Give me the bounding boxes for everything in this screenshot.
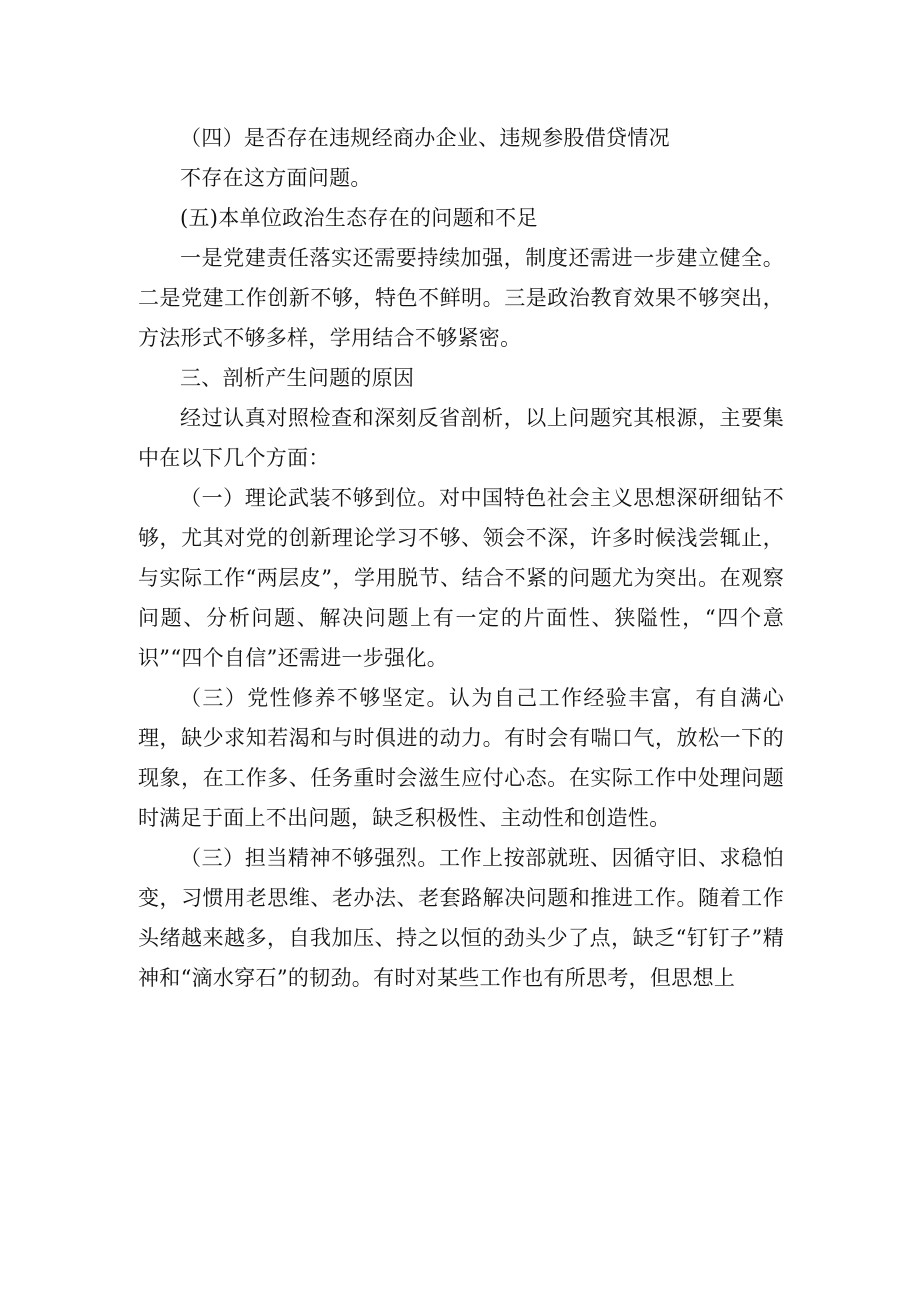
section-heading-four: （四）是否存在违规经商办企业、违规参股借贷情况 xyxy=(180,126,670,150)
paragraph-cause-intro: 经过认真对照检查和深刻反省剖析，以上问题究其根源，主要集中在以下几个方面： xyxy=(138,406,784,470)
paragraph-party-building-issues: 一是党建责任落实还需要持续加强，制度还需进一步建立健全。二是党建工作创新不够，特色不鲜明。三是政治教育效果不够突出，方法形式不够多样，学用结合不够紧密。 xyxy=(138,246,784,350)
section-heading-cause-analysis: 三、剖析产生问题的原因 xyxy=(180,366,415,390)
section-heading-five: (五)本单位政治生态存在的问题和不足 xyxy=(180,206,538,230)
paragraph-party-spirit: （三）党性修养不够坚定。认为自己工作经验丰富，有自满心理，缺少求知若渴和与时俱进的动力。有时会有喘口气，放松一下的现象，在工作多、任务重时会滋生应付心态。在实际工作中处理问题时满足于面上不出问题，缺乏积极性、主动性和创造性。 xyxy=(138,686,784,830)
paragraph-theory: （一）理论武装不够到位。对中国特色社会主义思想深研细钻不够，尤其对党的创新理论学习不够、领会不深，许多时候浅尝辄止，与实际工作“两层皮”，学用脱节、结合不紧的问题尤为突出。在观察问题、分析问题、解决问题上有一定的片面性、狭隘性，“四个意识”“四个自信”还需进一步强化。 xyxy=(138,486,784,670)
document-body xyxy=(138,118,784,998)
paragraph-responsibility: （三）担当精神不够强烈。工作上按部就班、因循守旧、求稳怕变，习惯用老思维、老办法、老套路解决问题和推进工作。随着工作头绪越来越多，自我加压、持之以恒的劲头少了点，缺乏“钉钉子”精神和“滴水穿石”的韧劲。有时对某些工作也有所思考，但思想上 xyxy=(138,846,784,990)
paragraph-no-issue: 不存在这方面问题。 xyxy=(180,166,372,190)
